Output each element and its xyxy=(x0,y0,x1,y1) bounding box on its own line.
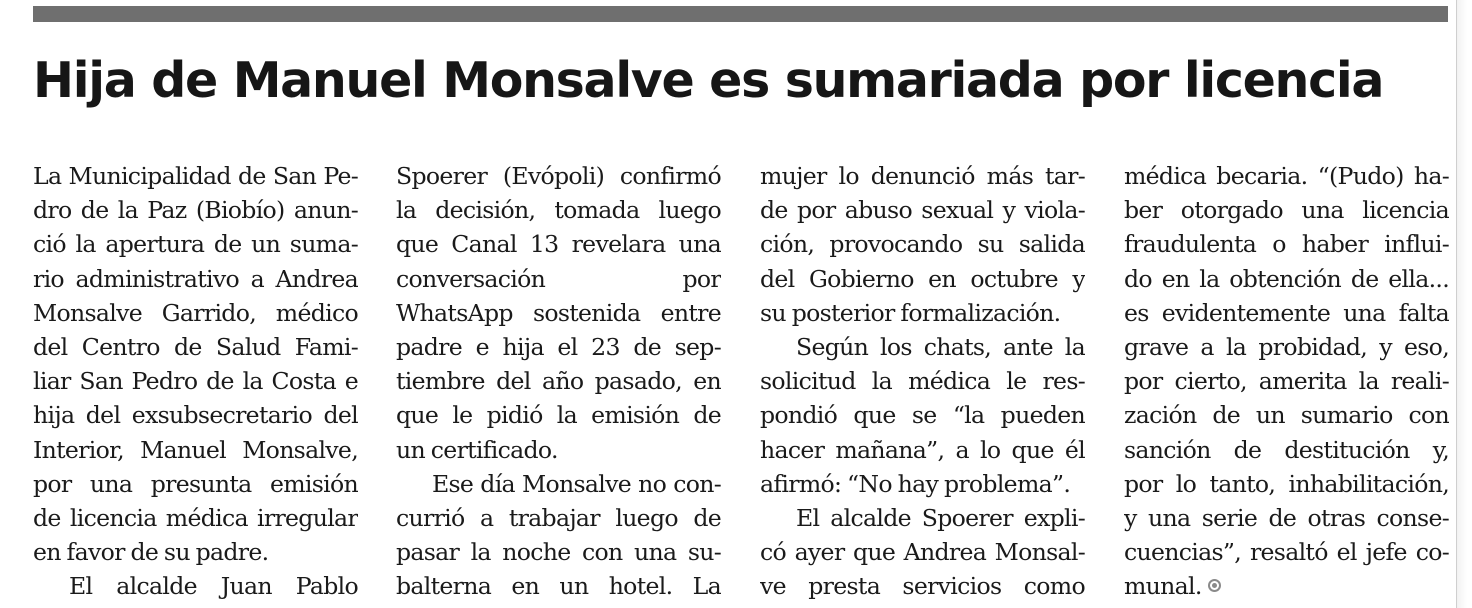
text-line xyxy=(760,398,1085,432)
text-line-content: por una presunta emisión xyxy=(33,469,358,498)
text-line xyxy=(396,262,721,296)
text-line-content: WhatsApp sostenida entre xyxy=(396,298,721,327)
headline: Hija de Manuel Monsalve es sumariada por licencia xyxy=(33,52,1384,109)
text-line xyxy=(1124,296,1449,330)
text-line-content: Según los chats, ante la xyxy=(796,332,1085,361)
text-line-content: que Canal 13 revelara una xyxy=(396,230,721,259)
text-line xyxy=(760,296,1085,330)
text-line-content: do en la obtención de ella... xyxy=(1124,264,1449,293)
article-column-4 xyxy=(1124,159,1449,603)
text-line-content: ció la apertura de un suma- xyxy=(33,230,358,259)
text-line xyxy=(1124,467,1449,501)
text-line-content: un certificado. xyxy=(396,435,558,464)
text-line xyxy=(396,501,721,535)
text-line xyxy=(33,569,358,603)
text-line-content: por lo tanto, inhabilitación, xyxy=(1124,469,1449,498)
text-line xyxy=(760,535,1085,569)
text-line-content: sanción de destitución y, xyxy=(1124,435,1449,464)
text-line xyxy=(1124,535,1449,569)
text-line-content: la decisión, tomada luego xyxy=(396,196,721,225)
text-line xyxy=(396,398,721,432)
text-line-content: su posterior formalización. xyxy=(760,298,1061,327)
text-line-content: de por abuso sexual y viola- xyxy=(760,196,1085,225)
text-line xyxy=(760,569,1085,603)
text-line xyxy=(760,193,1085,227)
text-line-content: grave a la probidad, y eso, xyxy=(1124,332,1449,361)
text-line xyxy=(760,227,1085,261)
text-line xyxy=(396,296,721,330)
text-line-content: mujer lo denunció más tar- xyxy=(760,162,1085,190)
text-line xyxy=(1124,330,1449,364)
text-line-content: liar San Pedro de la Costa e xyxy=(33,367,358,396)
text-line xyxy=(1124,159,1449,193)
text-line-content: hacer mañana”, a lo que él xyxy=(760,435,1085,464)
text-line-content: ción, provocando su salida xyxy=(760,230,1085,259)
text-line-content: solicitud la médica le res- xyxy=(760,367,1085,396)
text-line xyxy=(396,193,721,227)
text-line-content: El alcalde Spoerer expli- xyxy=(796,503,1085,532)
text-line-content: en favor de su padre. xyxy=(33,538,269,567)
text-line xyxy=(396,227,721,261)
text-line xyxy=(33,296,358,330)
text-line xyxy=(760,364,1085,398)
text-line-content: pasar la noche con una su- xyxy=(396,538,721,567)
text-line xyxy=(33,227,358,261)
text-line-content: zación de un sumario con xyxy=(1124,401,1449,430)
text-line xyxy=(396,569,721,603)
text-line xyxy=(1124,364,1449,398)
text-line xyxy=(33,467,358,501)
text-line xyxy=(760,467,1085,501)
text-line xyxy=(396,467,721,501)
text-line xyxy=(1124,193,1449,227)
text-line-content: Monsalve Garrido, médico xyxy=(33,298,358,327)
text-line xyxy=(396,159,721,193)
text-line-content: es evidentemente una falta xyxy=(1124,298,1449,327)
text-line-content: que le pidió la emisión de xyxy=(396,401,721,430)
text-line xyxy=(396,330,721,364)
text-line-content: cuencias”, resaltó el jefe co- xyxy=(1124,538,1449,567)
text-line-content: tiembre del año pasado, en xyxy=(396,367,721,396)
text-line-content: del Centro de Salud Fami- xyxy=(33,332,358,361)
text-line-content: dro de la Paz (Biobío) anun- xyxy=(33,196,358,225)
text-line xyxy=(396,433,721,467)
text-line-content: Ese día Monsalve no con- xyxy=(432,469,721,498)
text-line-content: có ayer que Andrea Monsal- xyxy=(760,538,1085,567)
text-line xyxy=(33,364,358,398)
text-line-content: ber otorgado una licencia xyxy=(1124,196,1449,225)
text-line-content: rio administrativo a Andrea xyxy=(33,264,358,293)
text-line-content: afirmó: “No hay problema”. xyxy=(760,469,1071,498)
text-line-content: hija del exsubsecretario del xyxy=(33,401,358,430)
text-line-content: por cierto, amerita la reali- xyxy=(1124,367,1449,396)
text-line-content: y una serie de otras conse- xyxy=(1124,503,1449,532)
text-line xyxy=(760,433,1085,467)
article-column-1 xyxy=(33,159,358,603)
text-line xyxy=(396,535,721,569)
end-of-article-icon xyxy=(1208,579,1221,592)
text-line xyxy=(760,159,1085,193)
text-line-content: de licencia médica irregular xyxy=(33,503,358,532)
text-line xyxy=(1124,501,1449,535)
text-line xyxy=(1124,569,1449,603)
article-column-2 xyxy=(396,159,721,603)
text-line-content: conversación por xyxy=(396,264,721,293)
text-line xyxy=(33,262,358,296)
text-line xyxy=(1124,227,1449,261)
text-line xyxy=(33,433,358,467)
text-line xyxy=(33,501,358,535)
article-column-3 xyxy=(760,159,1085,603)
text-line-content: pondió que se “la pueden xyxy=(760,401,1085,430)
text-line xyxy=(1124,262,1449,296)
text-line xyxy=(760,262,1085,296)
top-rule xyxy=(33,6,1448,22)
text-line-content: Spoerer (Evópoli) confirmó xyxy=(396,162,721,190)
text-line-content: currió a trabajar luego de xyxy=(396,503,721,532)
text-line-content: Interior, Manuel Monsalve, xyxy=(33,435,358,464)
text-line xyxy=(33,193,358,227)
text-line-content: ve presta servicios como xyxy=(760,572,1085,601)
text-line xyxy=(760,330,1085,364)
text-line-content: balterna en un hotel. La xyxy=(396,572,721,601)
text-line-content: fraudulenta o haber influi- xyxy=(1124,230,1449,259)
page-edge xyxy=(1456,0,1467,608)
text-line-content: La Municipalidad de San Pe- xyxy=(33,162,358,190)
text-line xyxy=(760,501,1085,535)
text-line-content: médica becaria. “(Pudo) ha- xyxy=(1124,162,1449,190)
text-line-content: munal. xyxy=(1124,572,1202,601)
text-line-content: El alcalde Juan Pablo xyxy=(69,572,358,601)
text-line-content: padre e hija el 23 de sep- xyxy=(396,332,721,361)
text-line xyxy=(1124,398,1449,432)
text-line-content: del Gobierno en octubre y xyxy=(760,264,1085,293)
text-line xyxy=(33,159,358,193)
text-line xyxy=(1124,433,1449,467)
text-line xyxy=(396,364,721,398)
text-line xyxy=(33,535,358,569)
text-line xyxy=(33,398,358,432)
text-line xyxy=(33,330,358,364)
